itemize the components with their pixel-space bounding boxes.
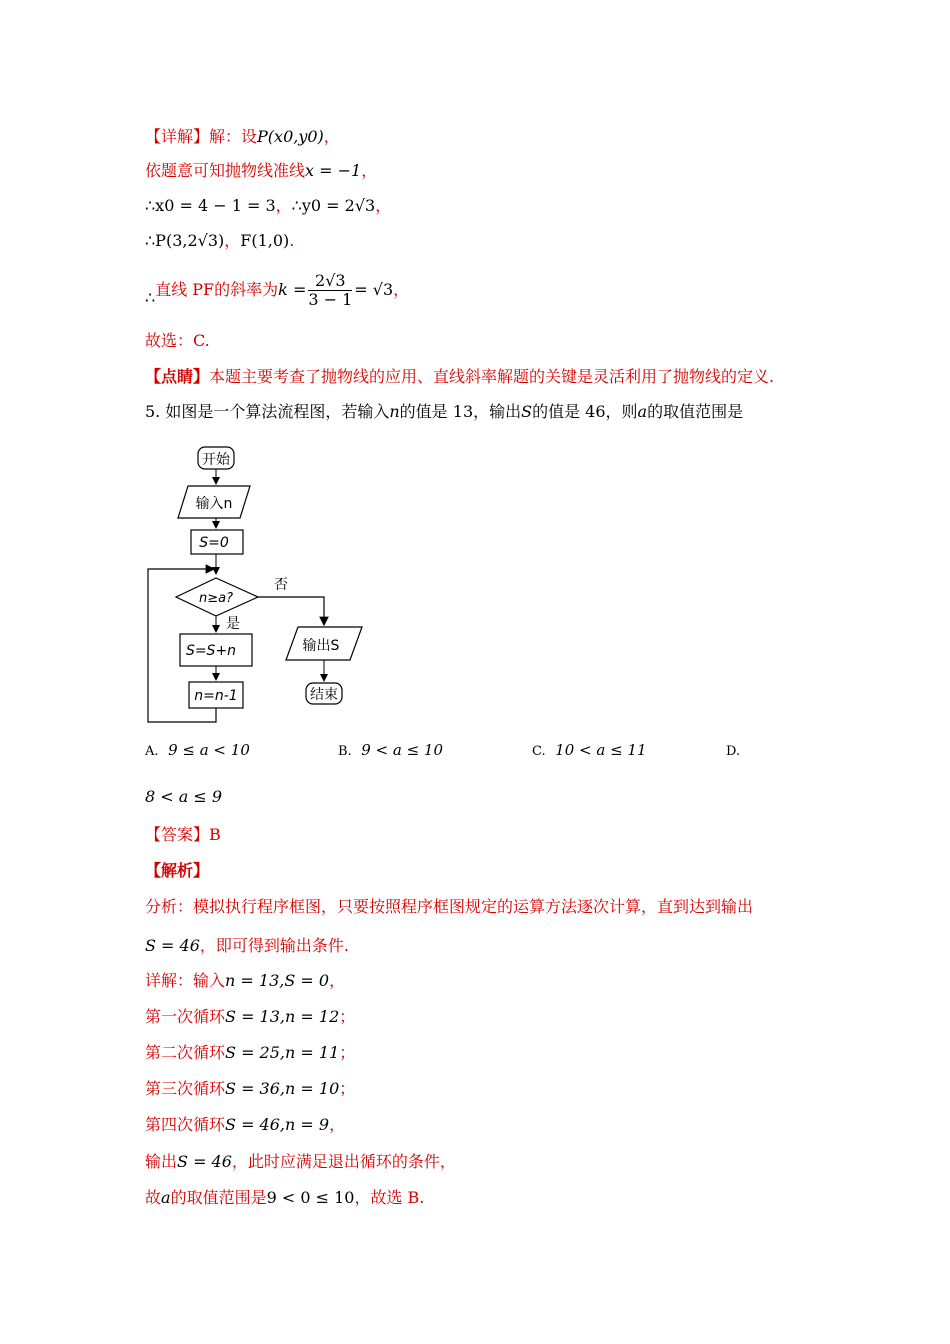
loop-4 xyxy=(145,1114,345,1136)
comment-text: 本题主要考查了抛物线的应用、直线斜率解题的关键是灵活利用了抛物线的定义. xyxy=(209,367,775,386)
option-a-label: A. xyxy=(145,744,159,759)
slope-fraction xyxy=(308,272,352,309)
answer-label: 【答案】 xyxy=(145,825,210,844)
final-var: a xyxy=(161,1188,171,1207)
comment-label: 【点睛】 xyxy=(145,367,210,386)
slope-text: 直线 PF的斜率为 xyxy=(155,280,279,299)
question-text-b: 的值是 13，输出 xyxy=(399,402,522,421)
point-p-math: P(x0,y0) xyxy=(257,127,324,146)
points-line xyxy=(145,230,294,252)
output-text: 输出 xyxy=(145,1152,178,1171)
punctuation: ； xyxy=(339,1079,356,1098)
point-f-coords: F(1,0) xyxy=(240,231,290,250)
input-label: 输入n xyxy=(195,496,233,512)
option-a-value: 9 ≤ a < 10 xyxy=(168,741,250,759)
punctuation: ， xyxy=(361,161,378,180)
no-arrow xyxy=(258,597,324,625)
directrix-math: x = −1 xyxy=(305,161,362,180)
loop-4-math: S = 46,n = 9 xyxy=(225,1115,330,1134)
option-a xyxy=(145,741,250,759)
slope-line xyxy=(145,270,409,318)
analysis-intro: 分析：模拟执行程序框图，只要按照程序框图规定的运算方法逐次计算，直到达到输出 xyxy=(145,897,754,916)
loop-3-text: 第三次循环 xyxy=(145,1079,226,1098)
final-end: ，故选 B. xyxy=(354,1188,425,1207)
punctuation: ， xyxy=(323,127,340,146)
option-c-value: 10 < a ≤ 11 xyxy=(555,741,647,759)
directrix-text: 依题意可知抛物线准线 xyxy=(145,161,306,180)
condition-label: n≥a? xyxy=(199,591,233,606)
intro-end: ，即可得到输出条件. xyxy=(199,936,349,955)
loop-1-text: 第一次循环 xyxy=(145,1007,226,1026)
slope-result: = √3 xyxy=(354,280,394,299)
punctuation: ， xyxy=(393,280,410,299)
punctuation: ， xyxy=(275,196,292,215)
option-c xyxy=(532,741,647,759)
init-label: S=0 xyxy=(199,535,229,551)
slope-k: k = xyxy=(278,280,307,299)
analysis-detail xyxy=(145,970,345,992)
question-text-d: 的取值范围是 xyxy=(647,402,744,421)
detail-text: 详解：输入 xyxy=(145,971,226,990)
start-label: 开始 xyxy=(202,452,230,468)
punctuation: . xyxy=(289,231,295,250)
loop-2 xyxy=(145,1042,355,1064)
question-var-n: n xyxy=(389,402,400,421)
therefore-symbol: ∴ xyxy=(145,288,156,307)
directrix-line xyxy=(145,160,377,182)
decrement-label: n=n-1 xyxy=(194,688,238,704)
final-math: 9 < 0 ≤ 10 xyxy=(266,1188,355,1207)
punctuation: ， xyxy=(224,231,241,250)
option-d-value-text: 8 < a ≤ 9 xyxy=(145,787,223,806)
yes-label: 是 xyxy=(226,616,240,632)
detail-math: n = 13,S = 0 xyxy=(225,971,330,990)
loop-1-math: S = 13,n = 12 xyxy=(225,1007,340,1026)
point-p-coords: ∴P(3,2√3) xyxy=(145,231,225,250)
final-text-b: 的取值范围是 xyxy=(170,1188,267,1207)
output-math: S = 46 xyxy=(177,1152,232,1171)
punctuation: ， xyxy=(329,1115,346,1134)
punctuation: ， xyxy=(375,196,392,215)
y0-math: ∴y0 = 2√3 xyxy=(291,196,376,215)
intro-math: S = 46 xyxy=(145,936,200,955)
question-text-a: 5. 如图是一个算法流程图，若输入 xyxy=(145,402,390,421)
detail-label: 【详解】 xyxy=(145,127,210,146)
output-label: 输出S xyxy=(302,638,340,654)
detail-intro: 解：设 xyxy=(209,127,258,146)
option-b-label: B. xyxy=(338,744,352,759)
loop-3 xyxy=(145,1078,355,1100)
end-label: 结束 xyxy=(310,687,338,703)
option-b-value: 9 < a ≤ 10 xyxy=(361,741,444,759)
option-b xyxy=(338,741,443,759)
slope-denominator: 3 − 1 xyxy=(308,290,353,309)
question-text-c: 的值是 46，则 xyxy=(532,402,638,421)
loop-3-math: S = 36,n = 10 xyxy=(225,1079,340,1098)
accumulate-label: S=S+n xyxy=(185,643,237,659)
final-text-a: 故 xyxy=(145,1188,162,1207)
loop-4-text: 第四次循环 xyxy=(145,1115,226,1134)
punctuation: ； xyxy=(339,1043,356,1062)
detail-line xyxy=(145,126,340,148)
punctuation: ； xyxy=(339,1007,356,1026)
question-5 xyxy=(145,401,743,423)
final-line xyxy=(145,1187,424,1209)
question-var-a: a xyxy=(637,402,648,421)
coordinates-line xyxy=(145,195,391,217)
analysis-label: 【解析】 xyxy=(145,861,210,880)
loop-1 xyxy=(145,1006,355,1028)
loop-2-math: S = 25,n = 11 xyxy=(225,1043,340,1062)
question-var-s: S xyxy=(521,402,533,421)
comment-line xyxy=(145,366,774,388)
option-d xyxy=(726,741,740,759)
no-label: 否 xyxy=(274,577,288,593)
option-d-value xyxy=(145,786,222,808)
analysis-intro-cont xyxy=(145,935,349,957)
choice-line: 故选：C. xyxy=(145,331,210,350)
flowchart xyxy=(140,440,380,730)
x0-math: ∴x0 = 4 − 1 = 3 xyxy=(145,196,276,215)
answer-value: B xyxy=(209,825,221,844)
slope-numerator: 2√3 xyxy=(308,272,352,291)
output-line xyxy=(145,1151,456,1173)
option-c-label: C. xyxy=(532,744,546,759)
output-end: ，此时应满足退出循环的条件， xyxy=(231,1152,456,1171)
punctuation: ， xyxy=(329,971,346,990)
loop-2-text: 第二次循环 xyxy=(145,1043,226,1062)
answer-line xyxy=(145,824,221,846)
option-d-label: D. xyxy=(726,744,741,759)
